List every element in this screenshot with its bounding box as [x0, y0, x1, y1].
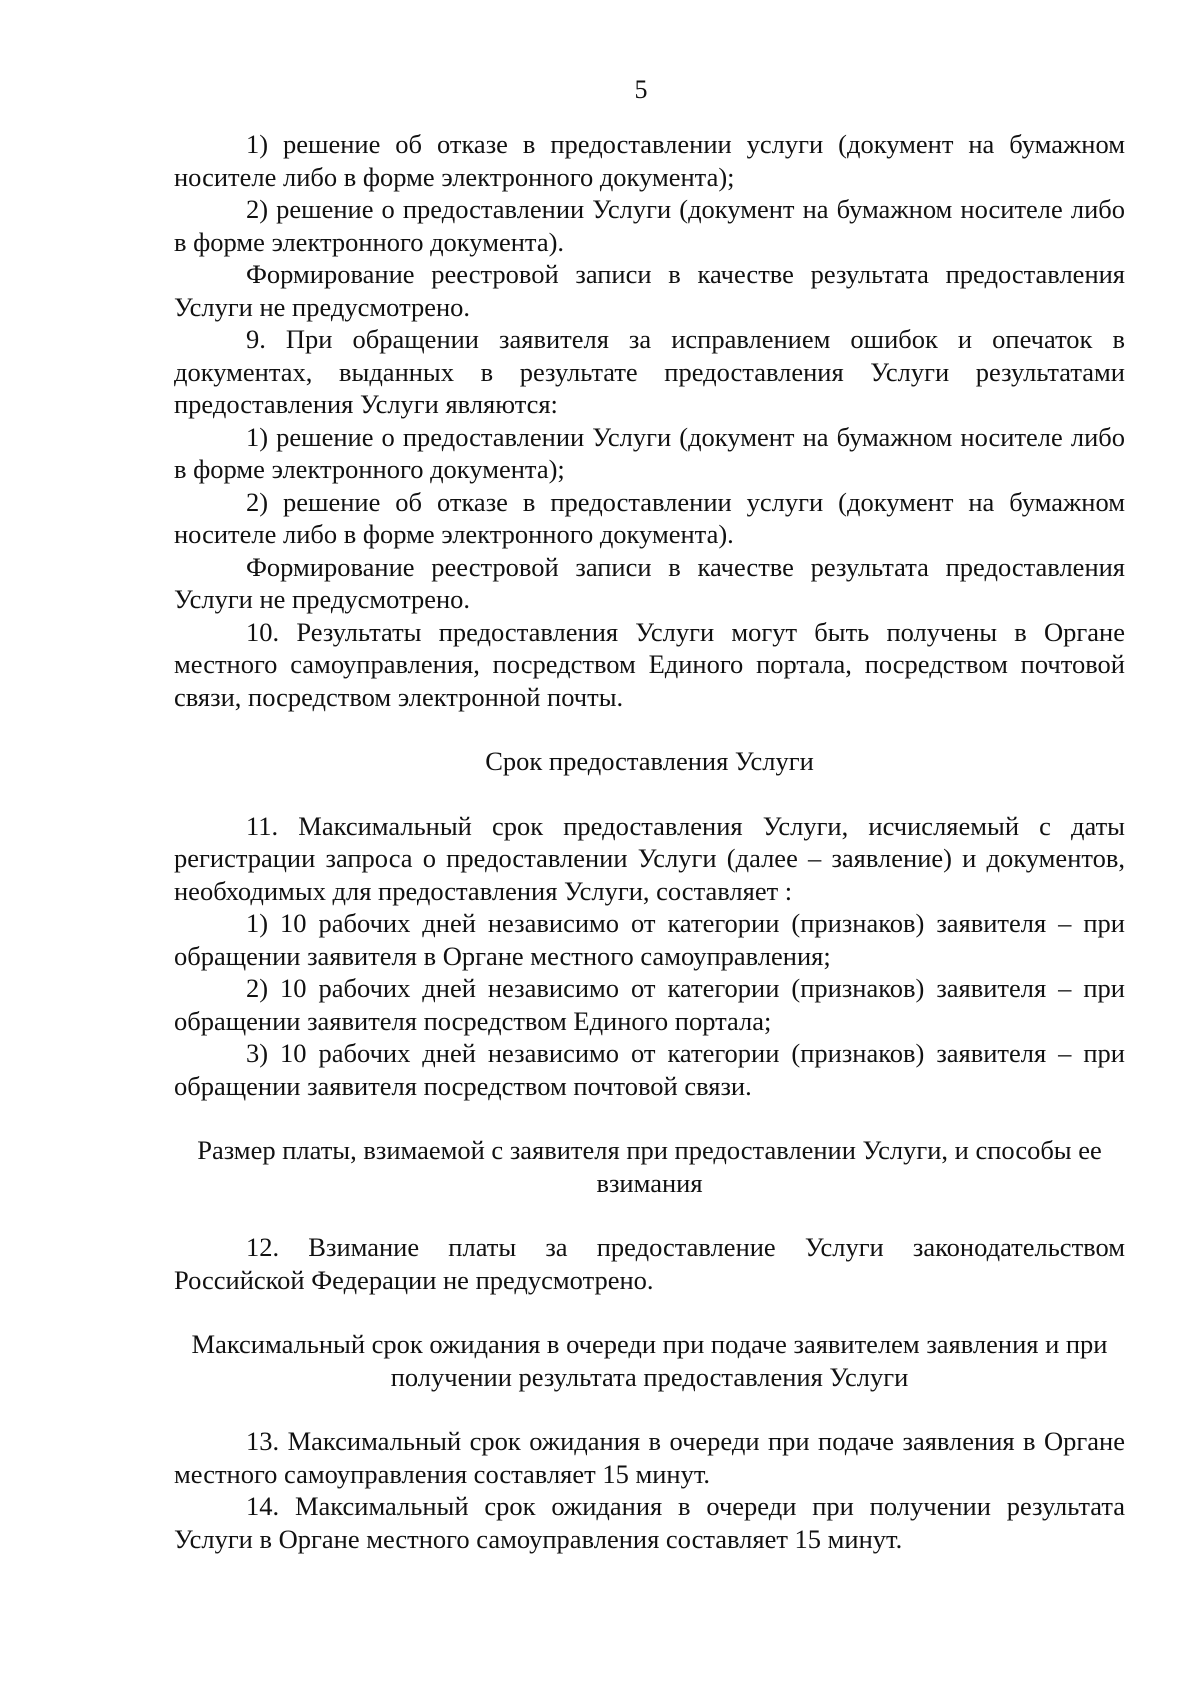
item-8-registry-note: Формирование реестровой записи в качестве результата предоставления Услуги не предусмотрено.	[174, 259, 1125, 322]
paragraph-spacer	[174, 1393, 1125, 1425]
item-11-term-3: 3) 10 рабочих дней независимо от категории (признаков) заявителя – при обращении заявителя посредством почтовой связи.	[174, 1038, 1125, 1101]
item-11: 11. Максимальный срок предоставления Услуги, исчисляемый с даты регистрации запроса о предоставлении Услуги (далее – заявление) и документов, необходимых для предоставления Услуги, составляет :	[174, 810, 1125, 906]
heading-queue-time: Максимальный срок ожидания в очереди при подаче заявителем заявления и при получении результата предоставления Услуги	[191, 1329, 1108, 1392]
document-body	[174, 128, 1125, 1555]
item-9-result-2: 2) решение об отказе в предоставлении услуги (документ на бумажном носителе либо в форме электронного документа).	[174, 486, 1125, 549]
item-9-registry-note: Формирование реестровой записи в качестве результата предоставления Услуги не предусмотрено.	[174, 551, 1125, 614]
paragraph-spacer	[174, 713, 1125, 745]
item-14: 14. Максимальный срок ожидания в очереди при получении результата Услуги в Органе местного самоуправления составляет 15 минут.	[174, 1491, 1125, 1554]
item-9: 9. При обращении заявителя за исправлением ошибок и опечаток в документах, выданных в результате предоставления Услуги результатами предоставления Услуги являются:	[174, 324, 1125, 419]
page-number: 5	[634, 75, 648, 104]
item-10: 10. Результаты предоставления Услуги могут быть получены в Органе местного самоуправления, посредством Единого портала, посредством почтовой связи, посредством электронной почты.	[174, 616, 1125, 712]
paragraph-spacer	[174, 1199, 1125, 1231]
item-12: 12. Взимание платы за предоставление Услуги законодательством Российской Федерации не предусмотрено.	[174, 1232, 1125, 1295]
paragraph-spacer	[174, 1296, 1125, 1328]
item-9-result-1: 1) решение о предоставлении Услуги (документ на бумажном носителе либо в форме электронного документа);	[174, 421, 1125, 484]
paragraph-spacer	[174, 1102, 1125, 1134]
item-11-term-2: 2) 10 рабочих дней независимо от категории (признаков) заявителя – при обращении заявителя посредством Единого портала;	[174, 973, 1125, 1036]
item-8-result-2: 2) решение о предоставлении Услуги (документ на бумажном носителе либо в форме электронного документа).	[174, 194, 1125, 257]
item-8-result-1: 1) решение об отказе в предоставлении услуги (документ на бумажном носителе либо в форме электронного документа);	[174, 129, 1125, 192]
paragraph-spacer	[174, 778, 1125, 810]
item-11-term-1: 1) 10 рабочих дней независимо от категории (признаков) заявителя – при обращении заявителя в Органе местного самоуправления;	[174, 908, 1125, 971]
item-13: 13. Максимальный срок ожидания в очереди при подаче заявления в Органе местного самоуправления составляет 15 минут.	[174, 1426, 1125, 1489]
heading-fee: Размер платы, взимаемой с заявителя при предоставлении Услуги, и способы ее взимания	[197, 1135, 1102, 1198]
heading-service-term: Срок предоставления Услуги	[485, 746, 814, 776]
